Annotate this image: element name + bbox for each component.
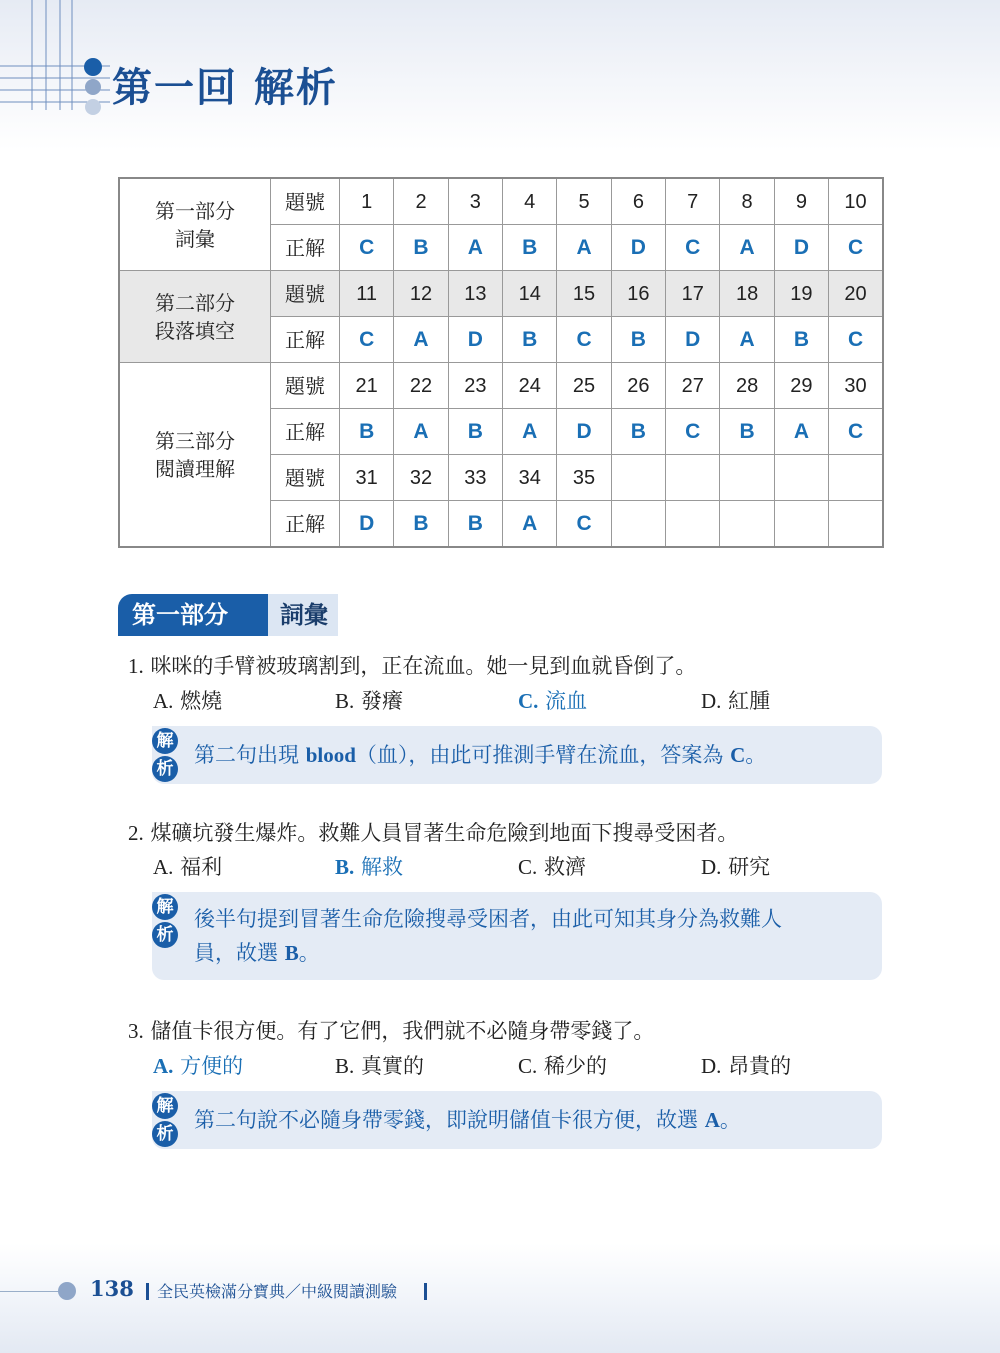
section-name-line1: 第二部分 xyxy=(155,290,235,315)
option xyxy=(153,851,222,881)
option xyxy=(518,851,586,881)
option-letter: C. xyxy=(518,855,538,879)
question-number-cell: 32 xyxy=(394,455,448,501)
explanation-line xyxy=(194,902,782,936)
question-text: 咪咪的手臂被玻璃割到，正在流血。她一見到血就昏倒了。 xyxy=(150,654,697,678)
question-number-cell: 34 xyxy=(503,455,557,501)
answer-key-cell: B xyxy=(448,409,502,455)
footer-circle-icon xyxy=(58,1282,76,1300)
explanation-segment: A xyxy=(704,1108,720,1132)
explanation-badge xyxy=(152,894,180,950)
explanation-badge-char: 析 xyxy=(152,756,178,782)
question-stem xyxy=(128,650,696,680)
page-footer xyxy=(0,1270,1000,1310)
question-number-cell: 22 xyxy=(394,363,448,409)
question-number-cell: 13 xyxy=(448,271,502,317)
option-letter: C. xyxy=(518,689,539,713)
table-row xyxy=(119,363,883,409)
page-title: 第一回 解析 xyxy=(112,65,338,111)
option-letter: A. xyxy=(153,689,174,713)
answer-key-cell: B xyxy=(503,317,557,363)
question-number-cell: 19 xyxy=(774,271,828,317)
question-number-cell: 4 xyxy=(503,178,557,225)
option xyxy=(335,1050,424,1080)
question-number-cell: 23 xyxy=(448,363,502,409)
option-text: 救濟 xyxy=(543,855,586,879)
question-number-cell: 35 xyxy=(557,455,611,501)
explanation-segment: 第二句說不必隨身帶零錢，即說明儲值卡很方便，故選 xyxy=(194,1108,705,1132)
explanation-box xyxy=(152,892,882,980)
footer-bar xyxy=(424,1283,427,1300)
footer-bar xyxy=(146,1283,149,1300)
answer-key-cell xyxy=(829,501,883,548)
option-text: 稀少的 xyxy=(543,1054,607,1078)
option-text: 真實的 xyxy=(360,1054,424,1078)
question-number-cell: 12 xyxy=(394,271,448,317)
question-number-cell xyxy=(829,455,883,501)
section-name-cell xyxy=(119,271,271,363)
answer-key-cell: A xyxy=(557,225,611,271)
question-number-cell xyxy=(774,455,828,501)
question-number-cell xyxy=(611,455,665,501)
option-text: 福利 xyxy=(180,855,223,879)
option-space xyxy=(354,855,361,879)
option-row xyxy=(153,851,893,879)
answer-key-cell: C xyxy=(340,317,394,363)
answer-table xyxy=(118,177,884,548)
explanation-segment: 。 xyxy=(298,941,320,965)
option-correct xyxy=(518,685,587,715)
page-number: 138 xyxy=(90,1276,134,1301)
answer-key-cell xyxy=(774,501,828,548)
explanation-line xyxy=(194,1103,741,1137)
question-number-cell: 18 xyxy=(720,271,774,317)
option-space xyxy=(354,1054,361,1078)
question-number-cell: 6 xyxy=(611,178,665,225)
answer-key-cell: D xyxy=(611,225,665,271)
explanation-segment: blood xyxy=(305,743,356,767)
question-text: 煤礦坑發生爆炸。救難人員冒著生命危險到地面下搜尋受困者。 xyxy=(150,821,739,845)
explanation-segment: （血），由此可推測手臂在流血，答案為 xyxy=(355,743,731,767)
answer-key-cell: C xyxy=(829,409,883,455)
explanation-segment: 。 xyxy=(719,1108,741,1132)
option xyxy=(701,685,770,715)
question-number: 3. xyxy=(128,1019,144,1043)
explanation-badge xyxy=(152,728,180,784)
explanation-text xyxy=(194,738,766,772)
option-correct xyxy=(335,851,403,881)
explanation-badge xyxy=(152,1093,180,1149)
explanation-badge-char: 解 xyxy=(152,1093,178,1119)
option xyxy=(335,685,403,715)
option-letter: B. xyxy=(335,855,355,879)
answer-key-cell: C xyxy=(666,225,720,271)
explanation-text xyxy=(194,902,782,970)
answer-key-cell: A xyxy=(448,225,502,271)
explanation-text xyxy=(194,1103,741,1137)
section-name-line2: 段落填空 xyxy=(155,318,235,343)
question-number-cell: 20 xyxy=(829,271,883,317)
question-number-cell: 27 xyxy=(666,363,720,409)
option-letter: D. xyxy=(701,855,722,879)
explanation-box xyxy=(152,1091,882,1149)
answer-key-cell: B xyxy=(611,317,665,363)
explanation-segment: 第二句出現 xyxy=(194,743,306,767)
answer-label: 正解 xyxy=(271,501,340,548)
option-letter: D. xyxy=(701,1054,722,1078)
explanation-segment: B xyxy=(284,941,299,965)
option-text: 發癢 xyxy=(360,689,403,713)
answer-key-cell: A xyxy=(720,317,774,363)
explanation-badge-char: 解 xyxy=(152,728,178,754)
explanation-badge-char: 析 xyxy=(152,922,178,948)
option xyxy=(701,1050,791,1080)
explanation-segment: C xyxy=(730,743,746,767)
question-number-cell: 9 xyxy=(774,178,828,225)
answer-key-cell: B xyxy=(394,501,448,548)
question-number: 1. xyxy=(128,654,144,678)
option-letter: B. xyxy=(335,689,355,713)
question-number-cell: 28 xyxy=(720,363,774,409)
section-name-line2: 詞彙 xyxy=(175,226,215,251)
section-name-line1: 第三部分 xyxy=(155,428,235,453)
option-text: 燃燒 xyxy=(180,689,223,713)
section-name-line1: 第一部分 xyxy=(155,198,235,223)
explanation-line xyxy=(194,936,782,970)
question-number-cell: 15 xyxy=(557,271,611,317)
question-number-cell: 5 xyxy=(557,178,611,225)
question-number-cell: 25 xyxy=(557,363,611,409)
answer-key-cell: B xyxy=(448,501,502,548)
option-letter: A. xyxy=(153,1054,174,1078)
book-title: 全民英檢滿分寶典／中級閱讀測驗 xyxy=(157,1282,398,1301)
question-number-cell: 21 xyxy=(340,363,394,409)
table-row xyxy=(119,271,883,317)
question-number-cell: 1 xyxy=(340,178,394,225)
explanation-segment: 後半句提到冒著生命危險搜尋受困者，由此可知其身分為救難人 xyxy=(194,907,782,931)
explanation-segment: 員，故選 xyxy=(194,941,285,965)
answer-key-cell: D xyxy=(340,501,394,548)
answer-key-cell: A xyxy=(720,225,774,271)
option-text: 解救 xyxy=(360,855,403,879)
question-number-cell: 17 xyxy=(666,271,720,317)
question-number-cell: 29 xyxy=(774,363,828,409)
question-number-cell: 8 xyxy=(720,178,774,225)
option-text: 研究 xyxy=(728,855,771,879)
answer-key-cell: A xyxy=(394,317,448,363)
table-row xyxy=(119,178,883,225)
question-number-cell: 24 xyxy=(503,363,557,409)
answer-key-cell: D xyxy=(448,317,502,363)
section-heading xyxy=(118,594,338,636)
option xyxy=(518,1050,607,1080)
option-text: 紅腫 xyxy=(728,689,771,713)
section-name-line2: 閱讀理解 xyxy=(155,456,235,481)
qnum-label: 題號 xyxy=(271,455,340,501)
option-text: 流血 xyxy=(545,689,588,713)
question-number-cell: 26 xyxy=(611,363,665,409)
explanation-badge-char: 析 xyxy=(152,1121,178,1147)
question-number-cell: 7 xyxy=(666,178,720,225)
answer-key-cell: A xyxy=(503,409,557,455)
answer-key-cell: C xyxy=(666,409,720,455)
answer-key-cell: C xyxy=(829,317,883,363)
option-letter: C. xyxy=(518,1054,538,1078)
option-correct xyxy=(153,1050,243,1080)
explanation-line xyxy=(194,738,766,772)
answer-key-cell: D xyxy=(666,317,720,363)
answer-label: 正解 xyxy=(271,409,340,455)
option-space xyxy=(354,689,361,713)
option-row xyxy=(153,685,893,713)
option-letter: D. xyxy=(701,689,722,713)
answer-key-cell: B xyxy=(340,409,394,455)
answer-key-cell: B xyxy=(503,225,557,271)
answer-key-cell: B xyxy=(394,225,448,271)
option-text: 方便的 xyxy=(180,1054,244,1078)
section-heading-part: 第一部分 xyxy=(118,594,258,636)
question-number-cell: 10 xyxy=(829,178,883,225)
answer-key-cell xyxy=(666,501,720,548)
qnum-label: 題號 xyxy=(271,178,340,225)
qnum-label: 題號 xyxy=(271,271,340,317)
question-number-cell: 31 xyxy=(340,455,394,501)
option xyxy=(701,851,770,881)
qnum-label: 題號 xyxy=(271,363,340,409)
answer-key-cell xyxy=(611,501,665,548)
answer-label: 正解 xyxy=(271,317,340,363)
question-number-cell xyxy=(666,455,720,501)
answer-key-cell xyxy=(720,501,774,548)
answer-key-cell: A xyxy=(503,501,557,548)
question-number-cell: 14 xyxy=(503,271,557,317)
option-row xyxy=(153,1050,893,1078)
answer-key-cell: C xyxy=(340,225,394,271)
explanation-box xyxy=(152,726,882,784)
question-number-cell: 16 xyxy=(611,271,665,317)
option-space xyxy=(537,855,544,879)
question-number-cell: 11 xyxy=(340,271,394,317)
answer-key-cell: C xyxy=(829,225,883,271)
question-stem xyxy=(128,1015,654,1045)
option-letter: A. xyxy=(153,855,174,879)
question-number-cell xyxy=(720,455,774,501)
answer-key-cell: C xyxy=(557,501,611,548)
question-number-cell: 2 xyxy=(394,178,448,225)
question-number-cell: 3 xyxy=(448,178,502,225)
answer-key-cell: B xyxy=(774,317,828,363)
option-text: 昂貴的 xyxy=(728,1054,792,1078)
explanation-badge-char: 解 xyxy=(152,894,178,920)
option xyxy=(153,685,222,715)
answer-key-cell: C xyxy=(557,317,611,363)
explanation-segment: 。 xyxy=(745,743,767,767)
title-dots-icon xyxy=(82,58,104,120)
question-number-cell: 33 xyxy=(448,455,502,501)
section-name-cell xyxy=(119,178,271,271)
question-number-cell: 30 xyxy=(829,363,883,409)
answer-key-cell: A xyxy=(394,409,448,455)
answer-key-cell: B xyxy=(720,409,774,455)
question-stem xyxy=(128,817,738,847)
option-letter: B. xyxy=(335,1054,355,1078)
answer-key-cell: D xyxy=(774,225,828,271)
section-heading-topic: 詞彙 xyxy=(268,594,338,636)
answer-key-cell: B xyxy=(611,409,665,455)
question-text: 儲值卡很方便。有了它們，我們就不必隨身帶零錢了。 xyxy=(150,1019,655,1043)
footer-rule xyxy=(0,1291,60,1292)
answer-key-cell: D xyxy=(557,409,611,455)
question-number: 2. xyxy=(128,821,144,845)
section-name-cell xyxy=(119,363,271,548)
answer-key-cell: A xyxy=(774,409,828,455)
option-space xyxy=(537,1054,544,1078)
answer-label: 正解 xyxy=(271,225,340,271)
